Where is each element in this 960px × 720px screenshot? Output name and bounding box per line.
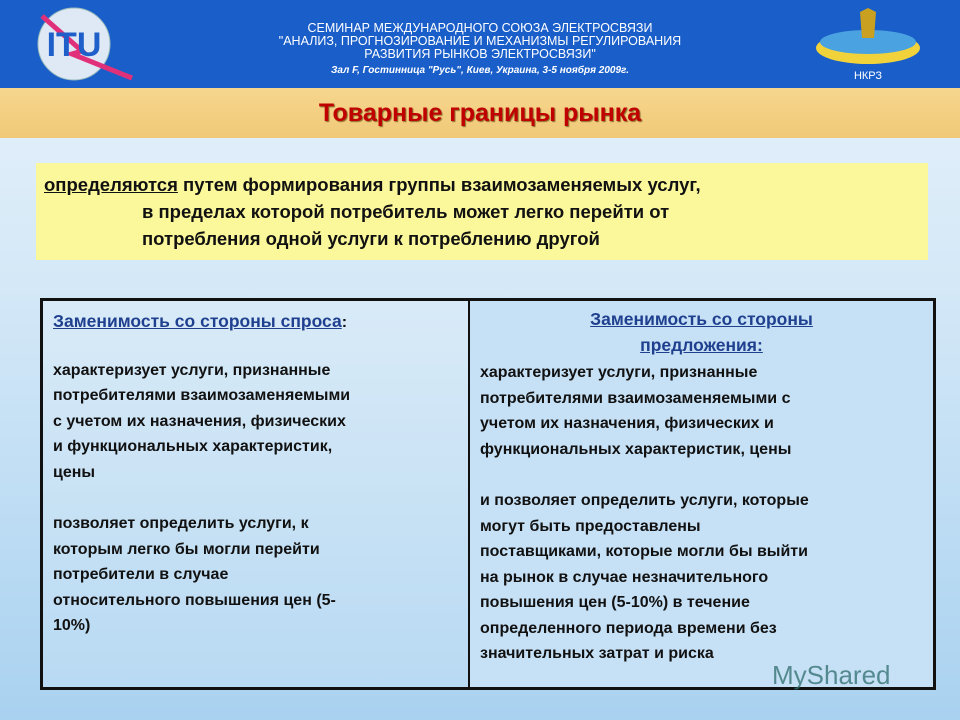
text-line: характеризует услуги, признанные bbox=[53, 361, 331, 379]
header-line-3: РАЗВИТИЯ РЫНКОВ ЭЛЕКТРОСВЯЗИ" bbox=[364, 47, 596, 61]
definition-line-2: в пределах которой потребитель может легко перейти от bbox=[142, 201, 670, 222]
demand-column bbox=[43, 301, 470, 687]
text-line: цены bbox=[53, 463, 96, 481]
demand-paragraph-2 bbox=[53, 511, 458, 639]
svg-text:ITU: ITU bbox=[46, 26, 102, 64]
text-line: определенного периода времени без bbox=[480, 619, 777, 637]
nkrz-label: НКРЗ bbox=[853, 70, 883, 82]
supply-paragraph-1 bbox=[480, 360, 923, 462]
nkrz-logo bbox=[808, 8, 928, 84]
demand-heading: Заменимость со стороны спроса bbox=[53, 311, 342, 331]
heading-colon: : bbox=[341, 314, 348, 331]
supply-heading-line-2: предложения: bbox=[640, 334, 763, 355]
title-bar bbox=[0, 88, 960, 138]
definition-line-3: потребления одной услуги к потреблению другой bbox=[142, 228, 600, 249]
text-line: значительных затрат и риска bbox=[480, 645, 714, 662]
text-line: позволяет определить услуги, к bbox=[53, 515, 309, 532]
header-line-1: СЕМИНАР МЕЖДУНАРОДНОГО СОЮЗА ЭЛЕКТРОСВЯЗИ bbox=[307, 21, 653, 35]
text-line: могут быть предоставлены bbox=[480, 517, 701, 535]
slide-title: Товарные границы рынка bbox=[318, 99, 642, 127]
itu-logo bbox=[22, 6, 152, 82]
text-line: на рынок в случае незначительного bbox=[480, 568, 769, 586]
text-line: учетом их назначения, физических и bbox=[480, 415, 774, 432]
definition-line-1: путем формирования группы взаимозаменяемых услуг, bbox=[177, 174, 701, 195]
text-line: функциональных характеристик, цены bbox=[480, 440, 792, 458]
substitutability-table bbox=[40, 298, 936, 690]
text-line: повышения цен (5-10%) в течение bbox=[480, 594, 750, 611]
text-line: потребителями взаимозаменяемыми с bbox=[480, 389, 791, 407]
text-line: и функциональных характеристик, bbox=[53, 438, 333, 455]
text-line: потребителями взаимозаменяемыми bbox=[53, 387, 351, 404]
supply-paragraph-2 bbox=[480, 488, 923, 667]
definition-keyword: определяются bbox=[44, 174, 178, 195]
text-line: относительного повышения цен (5- bbox=[53, 591, 336, 609]
text-line: потребители в случае bbox=[53, 566, 229, 583]
text-line: поставщиками, которые могли бы выйти bbox=[480, 543, 808, 560]
header-line-2: "АНАЛИЗ, ПРОГНОЗИРОВАНИЕ И МЕХАНИЗМЫ РЕГУЛИРОВАНИЯ bbox=[278, 34, 682, 48]
slide-header bbox=[0, 0, 960, 88]
supply-heading-line-1: Заменимость со стороны bbox=[590, 309, 813, 329]
watermark: MyShared bbox=[772, 660, 891, 690]
supply-column bbox=[470, 301, 933, 687]
definition-box bbox=[36, 163, 928, 260]
text-line: с учетом их назначения, физических bbox=[53, 412, 346, 430]
text-line: которым легко бы могли перейти bbox=[53, 540, 320, 558]
text-line: характеризует услуги, признанные bbox=[480, 364, 758, 381]
text-line: 10%) bbox=[53, 617, 91, 634]
text-line: и позволяет определить услуги, которые bbox=[480, 492, 809, 509]
header-venue: Зал F, Гостинница "Русь", Киев, Украина, 3-5 ноября 2009г. bbox=[330, 65, 629, 76]
demand-paragraph-1 bbox=[53, 358, 458, 486]
